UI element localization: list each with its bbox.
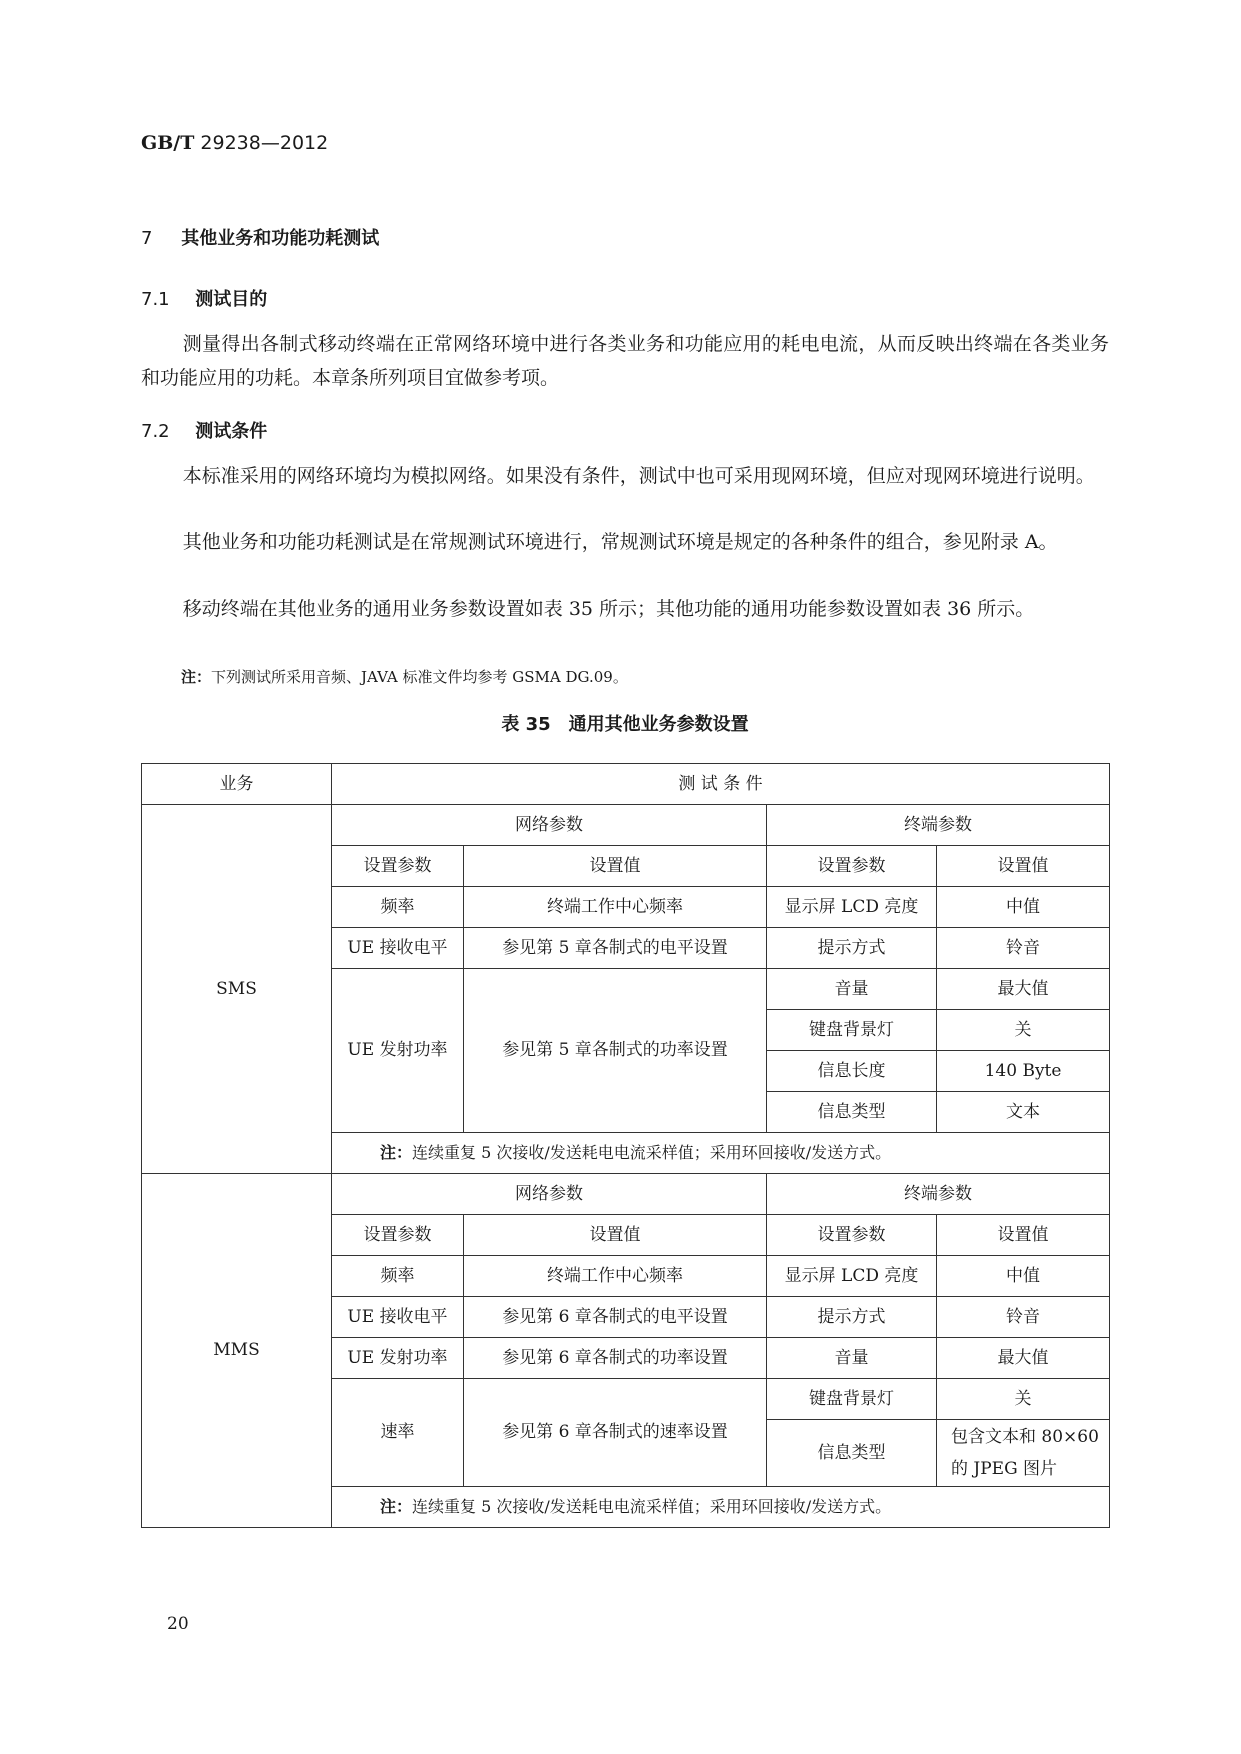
header-service: 业务 [142,764,332,805]
page-number: 20 [167,1614,189,1634]
sub-header: 设置参数 [767,1215,937,1256]
terminal-value: 铃音 [937,928,1110,969]
terminal-params-header: 终端参数 [767,805,1110,846]
terminal-param: 键盘背景灯 [767,1379,937,1420]
section-title: 测试目的 [195,289,268,310]
section-heading-7-2 [141,417,267,443]
service-cell: MMS [142,1174,332,1528]
terminal-value: 中值 [937,887,1110,928]
terminal-value: 关 [937,1379,1110,1420]
terminal-param: 信息类型 [767,1420,937,1487]
terminal-param: 键盘背景灯 [767,1010,937,1051]
network-value: 终端工作中心频率 [464,1256,767,1297]
network-value: 参见第 5 章各制式的电平设置 [464,928,767,969]
network-param: UE 接收电平 [332,1297,464,1338]
standard-prefix: GB/T [141,132,195,154]
table-row [142,805,1110,846]
sub-header: 设置值 [937,1215,1110,1256]
section-title: 其他业务和功能功耗测试 [181,228,380,249]
note-label: 注： [380,1142,413,1162]
sub-header: 设置参数 [332,846,464,887]
terminal-param: 提示方式 [767,1297,937,1338]
network-value: 终端工作中心频率 [464,887,767,928]
note-label: 注： [380,1496,413,1516]
sub-header: 设置值 [464,1215,767,1256]
terminal-param: 显示屏 LCD 亮度 [767,1256,937,1297]
paragraph: 本标准采用的网络环境均为模拟网络。如果没有条件，测试中也可采用现网环境，但应对现网环境进行说明。 [182,465,1095,487]
header-conditions: 测 试 条 件 [332,764,1110,805]
note-label: 注： [181,668,212,686]
section-heading-7-1 [141,285,267,311]
terminal-value: 140 Byte [937,1051,1110,1092]
table-note [332,1133,1110,1174]
sub-header: 设置值 [464,846,767,887]
table-title: 表 35 通用其他业务参数设置 [501,714,749,735]
terminal-value: 包含文本和 80×60 的 JPEG 图片 [937,1420,1110,1487]
terminal-value: 最大值 [937,969,1110,1010]
terminal-param: 音量 [767,969,937,1010]
paragraph: 测量得出各制式移动终端在正常网络环境中进行各类业务和功能应用的耗电电流，从而反映出终端在各类业务和功能应用的功耗。本章条所列项目宜做参考项。 [141,333,1109,389]
terminal-value: 最大值 [937,1338,1110,1379]
document-header [141,132,328,154]
network-param: UE 发射功率 [332,969,464,1133]
standard-number: 29238—2012 [200,132,329,154]
section-number: 7 [141,228,153,249]
network-param: 速率 [332,1379,464,1487]
sub-header: 设置值 [937,846,1110,887]
terminal-param: 音量 [767,1338,937,1379]
terminal-value: 中值 [937,1256,1110,1297]
terminal-param: 提示方式 [767,928,937,969]
note-text: 连续重复 5 次接收/发送耗电电流采样值；采用环回接收/发送方式。 [412,1496,892,1516]
note-text: 连续重复 5 次接收/发送耗电电流采样值；采用环回接收/发送方式。 [412,1142,892,1162]
parameter-table [141,763,1110,1528]
network-params-header: 网络参数 [332,805,767,846]
network-value: 参见第 6 章各制式的电平设置 [464,1297,767,1338]
terminal-value: 关 [937,1010,1110,1051]
network-param: UE 发射功率 [332,1338,464,1379]
network-param: UE 接收电平 [332,928,464,969]
network-value: 参见第 5 章各制式的功率设置 [464,969,767,1133]
terminal-value: 文本 [937,1092,1110,1133]
table-row [142,764,1110,805]
table-row [142,1174,1110,1215]
network-value: 参见第 6 章各制式的速率设置 [464,1379,767,1487]
terminal-param: 显示屏 LCD 亮度 [767,887,937,928]
terminal-param: 信息长度 [767,1051,937,1092]
network-param: 频率 [332,887,464,928]
table-note [332,1487,1110,1528]
service-cell: SMS [142,805,332,1174]
terminal-params-header: 终端参数 [767,1174,1110,1215]
terminal-param: 信息类型 [767,1092,937,1133]
sub-header: 设置参数 [767,846,937,887]
section-number: 7.2 [141,421,170,442]
note-text: 下列测试所采用音频、JAVA 标准文件均参考 GSMA DG.09。 [211,668,628,686]
section-title: 测试条件 [195,421,268,442]
paragraph: 其他业务和功能功耗测试是在常规测试环境进行，常规测试环境是规定的各种条件的组合，参见附录 A。 [182,531,1058,553]
network-params-header: 网络参数 [332,1174,767,1215]
section-number: 7.1 [141,289,170,310]
network-param: 频率 [332,1256,464,1297]
section-heading-7 [141,224,379,250]
note [181,666,628,687]
sub-header: 设置参数 [332,1215,464,1256]
terminal-value: 铃音 [937,1297,1110,1338]
paragraph: 移动终端在其他业务的通用业务参数设置如表 35 所示；其他功能的通用功能参数设置如表 36 所示。 [182,598,1035,620]
network-value: 参见第 6 章各制式的功率设置 [464,1338,767,1379]
